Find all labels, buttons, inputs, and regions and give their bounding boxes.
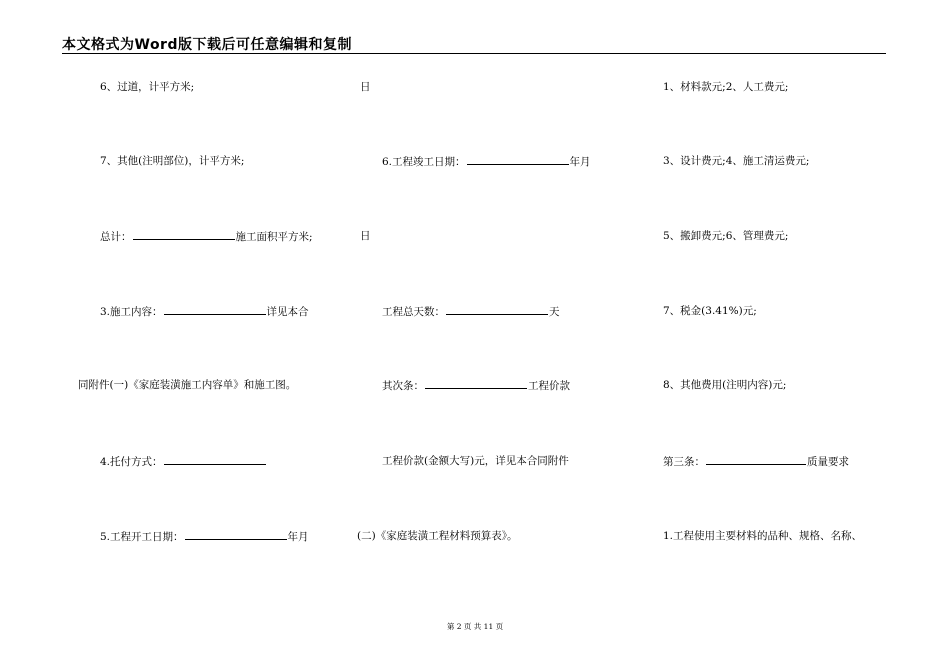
total-days-blank[interactable] [446, 304, 548, 315]
left-line-7-suffix: 年月 [287, 531, 309, 543]
middle-line-4 [382, 304, 560, 319]
left-line-4-suffix: 详见本合 [266, 306, 309, 318]
header-title: 本文格式为Word版下载后可任意编辑和复制 [62, 37, 352, 53]
left-line-2: 7、其他(注明部位)，计平方米; [100, 155, 245, 167]
right-line-6-suffix: 质量要求 [807, 456, 849, 468]
middle-line-2 [382, 154, 591, 169]
right-line-5: 8、其他费用(注明内容)元; [663, 379, 787, 391]
left-line-3 [100, 229, 313, 244]
left-line-5: 同附件(一)《家庭装潢施工内容单》和施工图。 [78, 379, 297, 391]
work-content-blank[interactable] [164, 304, 266, 315]
right-line-1: 1、材料款元;2、人工费元; [663, 81, 789, 93]
middle-line-5-label: 其次条： [382, 380, 424, 392]
right-line-4: 7、税金(3.41%)元; [663, 305, 757, 317]
start-date-blank[interactable] [185, 529, 287, 540]
right-line-3: 5、搬卸费元;6、管理费元; [663, 230, 789, 242]
page-number: 第 2 页 共 11 页 [446, 622, 504, 631]
middle-line-6: 工程价款(金额大写)元，详见本合同附件 [382, 455, 569, 467]
left-line-1: 6、过道，计平方米; [100, 81, 195, 93]
left-line-6-label: 4.托付方式： [100, 456, 163, 468]
middle-line-5 [382, 378, 570, 393]
left-line-3-suffix: 施工面积平方米; [235, 231, 313, 243]
middle-line-2-suffix: 年月 [569, 156, 591, 168]
left-line-4-label: 3.施工内容： [100, 306, 163, 318]
second-clause-blank[interactable] [425, 378, 527, 389]
middle-day-1: 日 [360, 81, 371, 93]
right-line-6 [663, 454, 849, 469]
third-clause-blank[interactable] [706, 454, 806, 465]
middle-line-4-suffix: 天 [549, 306, 560, 318]
right-line-6-label: 第三条： [663, 456, 705, 468]
right-line-7: 1.工程使用主要材料的品种、规格、名称、 [663, 530, 863, 542]
completion-date-blank[interactable] [467, 154, 569, 165]
left-line-7 [100, 529, 309, 544]
header-divider [62, 53, 886, 54]
left-line-3-label: 总计： [100, 231, 132, 243]
middle-line-5-suffix: 工程价款 [528, 380, 570, 392]
left-line-6 [100, 454, 267, 469]
total-area-blank[interactable] [133, 229, 235, 240]
middle-line-7: (二)《家庭装潢工程材料预算表》。 [357, 530, 518, 542]
right-line-2: 3、设计费元;4、施工清运费元; [663, 155, 810, 167]
middle-day-2: 日 [360, 230, 371, 242]
middle-line-4-label: 工程总天数： [382, 306, 445, 318]
commission-method-blank[interactable] [164, 454, 266, 465]
middle-line-2-label: 6.工程竣工日期： [382, 156, 466, 168]
left-line-7-label: 5.工程开工日期： [100, 531, 184, 543]
left-line-4 [100, 304, 309, 319]
